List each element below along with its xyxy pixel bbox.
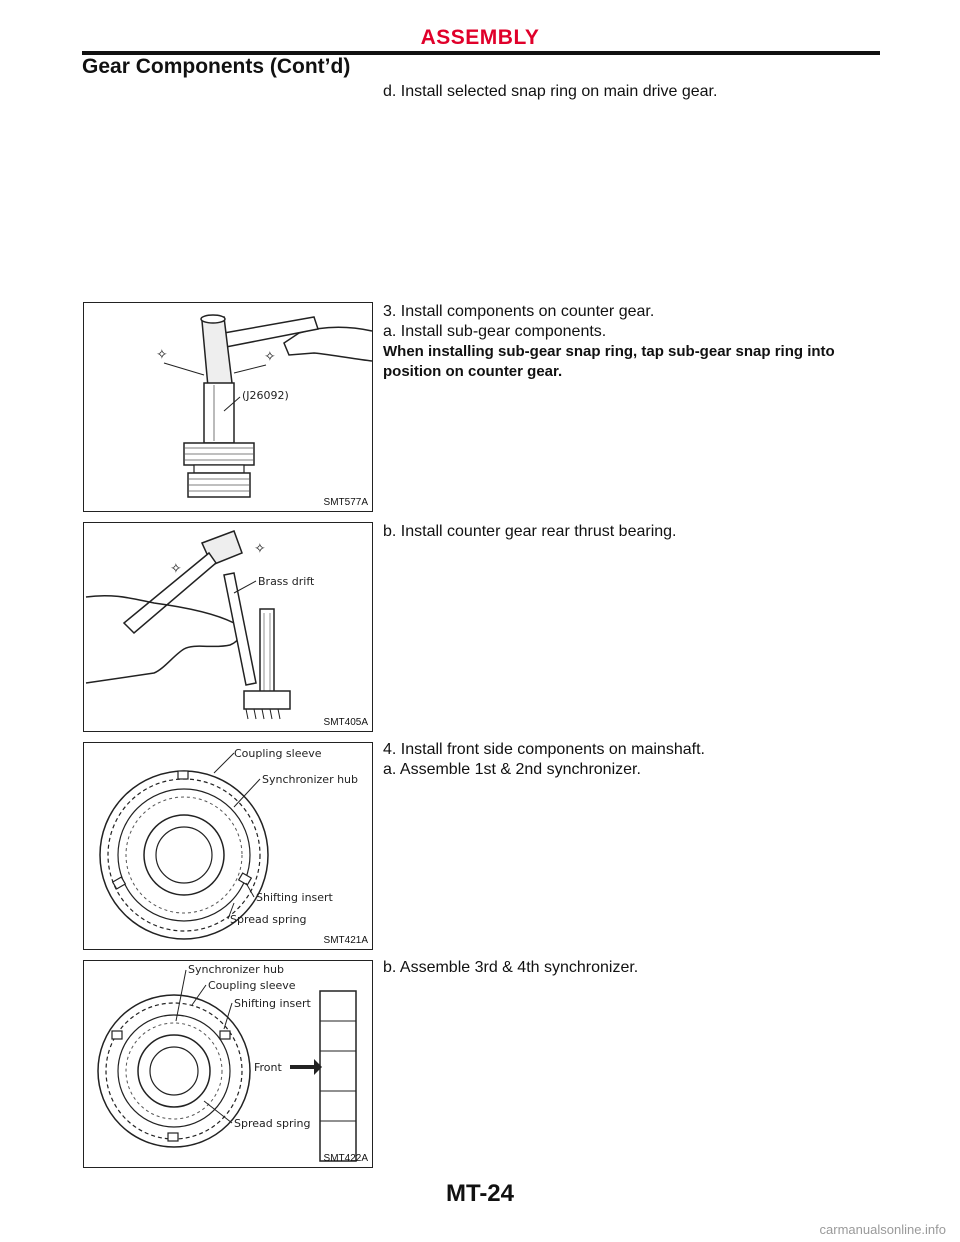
coupling-sleeve-label: Coupling sleeve (234, 747, 322, 760)
watermark: carmanualsonline.info (819, 1222, 946, 1237)
shifting-insert-label: Shifting insert (256, 891, 333, 904)
figure-smt577a (83, 302, 373, 512)
step-3b (383, 522, 883, 542)
step-3b-text: b. Install counter gear rear thrust bearing. (383, 523, 677, 540)
spread-spring-label: Spread spring (230, 913, 307, 926)
figure-code: SMT422A (323, 1153, 368, 1164)
page-number: MT-24 (445, 1180, 514, 1207)
step-3 (383, 302, 883, 382)
synchronizer-3-4-illustration (84, 961, 374, 1169)
svg-text:✧: ✧ (170, 560, 182, 576)
synchronizer-hub-label: Synchronizer hub (262, 773, 359, 786)
step-3-text: 3. Install components on counter gear. (383, 303, 655, 320)
section-label: ASSEMBLY (420, 26, 540, 49)
step-4b-text: b. Assemble 3rd & 4th synchronizer. (383, 959, 639, 976)
spread-spring-label: Spread spring (234, 1117, 311, 1130)
brass-drift-illustration (84, 523, 374, 733)
step-4 (383, 740, 883, 780)
shifting-insert-label: Shifting insert (234, 997, 311, 1010)
step-d-text: d. Install selected snap ring on main drive gear. (383, 83, 718, 100)
brass-drift-label: Brass drift (258, 575, 315, 588)
step-3a-text: a. Install sub-gear components. (383, 323, 607, 340)
front-label: Front (254, 1061, 282, 1074)
figure-code: SMT421A (323, 935, 368, 946)
svg-text:✧: ✧ (156, 346, 168, 362)
page-title: Gear Components (Cont’d) (82, 55, 351, 78)
svg-text:✧: ✧ (254, 540, 266, 556)
figure-code: SMT577A (323, 497, 368, 508)
step-3a-note: When installing sub-gear snap ring, tap sub-gear snap ring into position on counter gear. (383, 343, 835, 380)
coupling-sleeve-label: Coupling sleeve (208, 979, 296, 992)
step-4-text: 4. Install front side components on mainshaft. (383, 741, 705, 758)
tool-label: (J26092) (242, 389, 289, 402)
synchronizer-hub-label: Synchronizer hub (188, 963, 285, 976)
hammer-tool-illustration (84, 303, 374, 513)
synchronizer-1-2-illustration (84, 743, 374, 951)
figure-code: SMT405A (323, 717, 368, 728)
figure-smt421a (83, 742, 373, 950)
figure-smt422a (83, 960, 373, 1168)
step-d (383, 82, 883, 102)
step-4a-text: a. Assemble 1st & 2nd synchronizer. (383, 761, 641, 778)
svg-text:✧: ✧ (264, 348, 276, 364)
figure-smt405a (83, 522, 373, 732)
step-4b (383, 958, 883, 978)
